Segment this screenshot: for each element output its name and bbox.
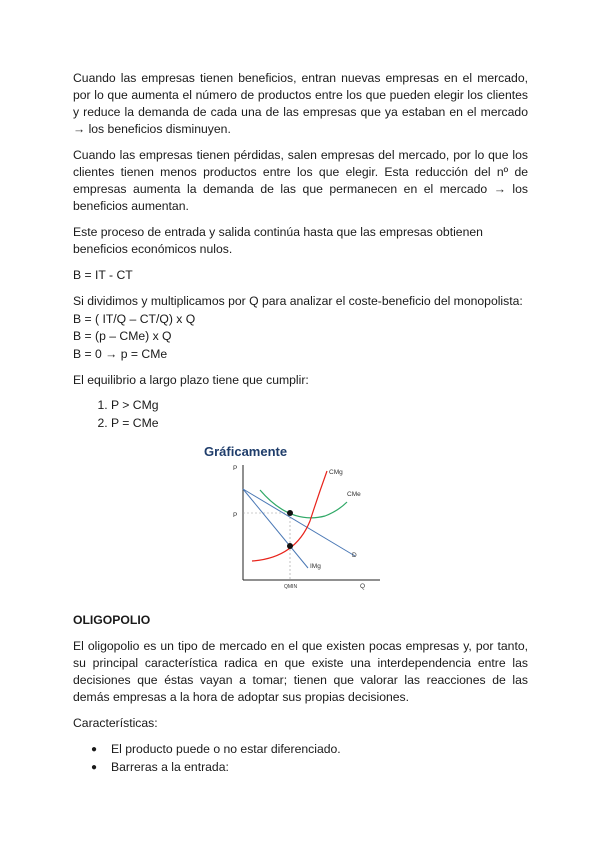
paragraph-perdidas: Cuando las empresas tienen pérdidas, salen empresas del mercado, por lo que los clientes tienen menos productos entre los que elegir. Esta reducción del nº de empresas aumenta la demanda de las que permanecen en el mercado → los beneficios aumentan. [73, 148, 528, 213]
list-item: ● El producto puede o no estar diferenciado. [111, 741, 528, 759]
price-label: P [233, 512, 238, 519]
characteristics-label: Características: [73, 716, 158, 730]
formula-eq2: B = (p – CMe) x Q [73, 329, 172, 343]
formula-block [73, 293, 528, 363]
marginal-cost-label: CMg [329, 469, 343, 476]
formula-eq3: B = 0 → p = CMe [73, 346, 168, 361]
equilibrium-point [287, 510, 293, 516]
figure-title: Gráficamente [204, 444, 288, 459]
y-axis-label: P [233, 465, 238, 472]
demand-label: D [352, 552, 357, 559]
paragraph-equilibrio: El equilibrio a largo plazo tiene que cumplir: [73, 373, 309, 387]
formula-eq1: B = ( IT/Q – CT/Q) x Q [73, 311, 196, 326]
average-cost-label: CMe [347, 491, 361, 498]
list-item: 2. P = CMe [111, 415, 528, 433]
average-cost-curve [260, 490, 347, 518]
equilibrium-figure [200, 443, 390, 593]
demand-curve [243, 489, 355, 556]
section-heading-oligopolio: OLIGOPOLIO [73, 613, 151, 627]
list-item: 1. P > CMg [111, 397, 528, 415]
mr-equals-mc-point [287, 543, 293, 549]
paragraph-oligopolio: El oligopolio es un tipo de mercado en el que existen pocas empresas y, por tanto, su principal característica radica en que existe una interdependencia entre las decisiones que éstas vayan a tomar; tienen que valorar las reacciones de las demás empresas a la hora de adoptar sus propias decisiones. [73, 639, 528, 704]
list-item: ● Barreras a la entrada: [111, 759, 528, 777]
paragraph-proceso: Este proceso de entrada y salida continúa hasta que las empresas obtienen beneficios económicos nulos. [73, 225, 483, 256]
characteristics-list [73, 741, 528, 776]
qmin-label: QMIN [284, 584, 298, 590]
formula-intro: Si dividimos y multiplicamos por Q para analizar el coste-beneficio del monopolista: [73, 294, 523, 308]
conditions-list [73, 397, 528, 432]
marginal-revenue-label: IMg [310, 563, 321, 570]
document-page [73, 70, 528, 776]
x-axis-label: Q [360, 583, 366, 590]
paragraph-beneficios: Cuando las empresas tienen beneficios, entran nuevas empresas en el mercado, por lo que aumenta el número de productos entre los que pueden elegir los clientes y reduce la demanda de cada una de las empresas que ya estaban en el mercado → los beneficios disminuyen. [73, 71, 528, 136]
formula-beneficio: B = IT - CT [73, 268, 133, 282]
